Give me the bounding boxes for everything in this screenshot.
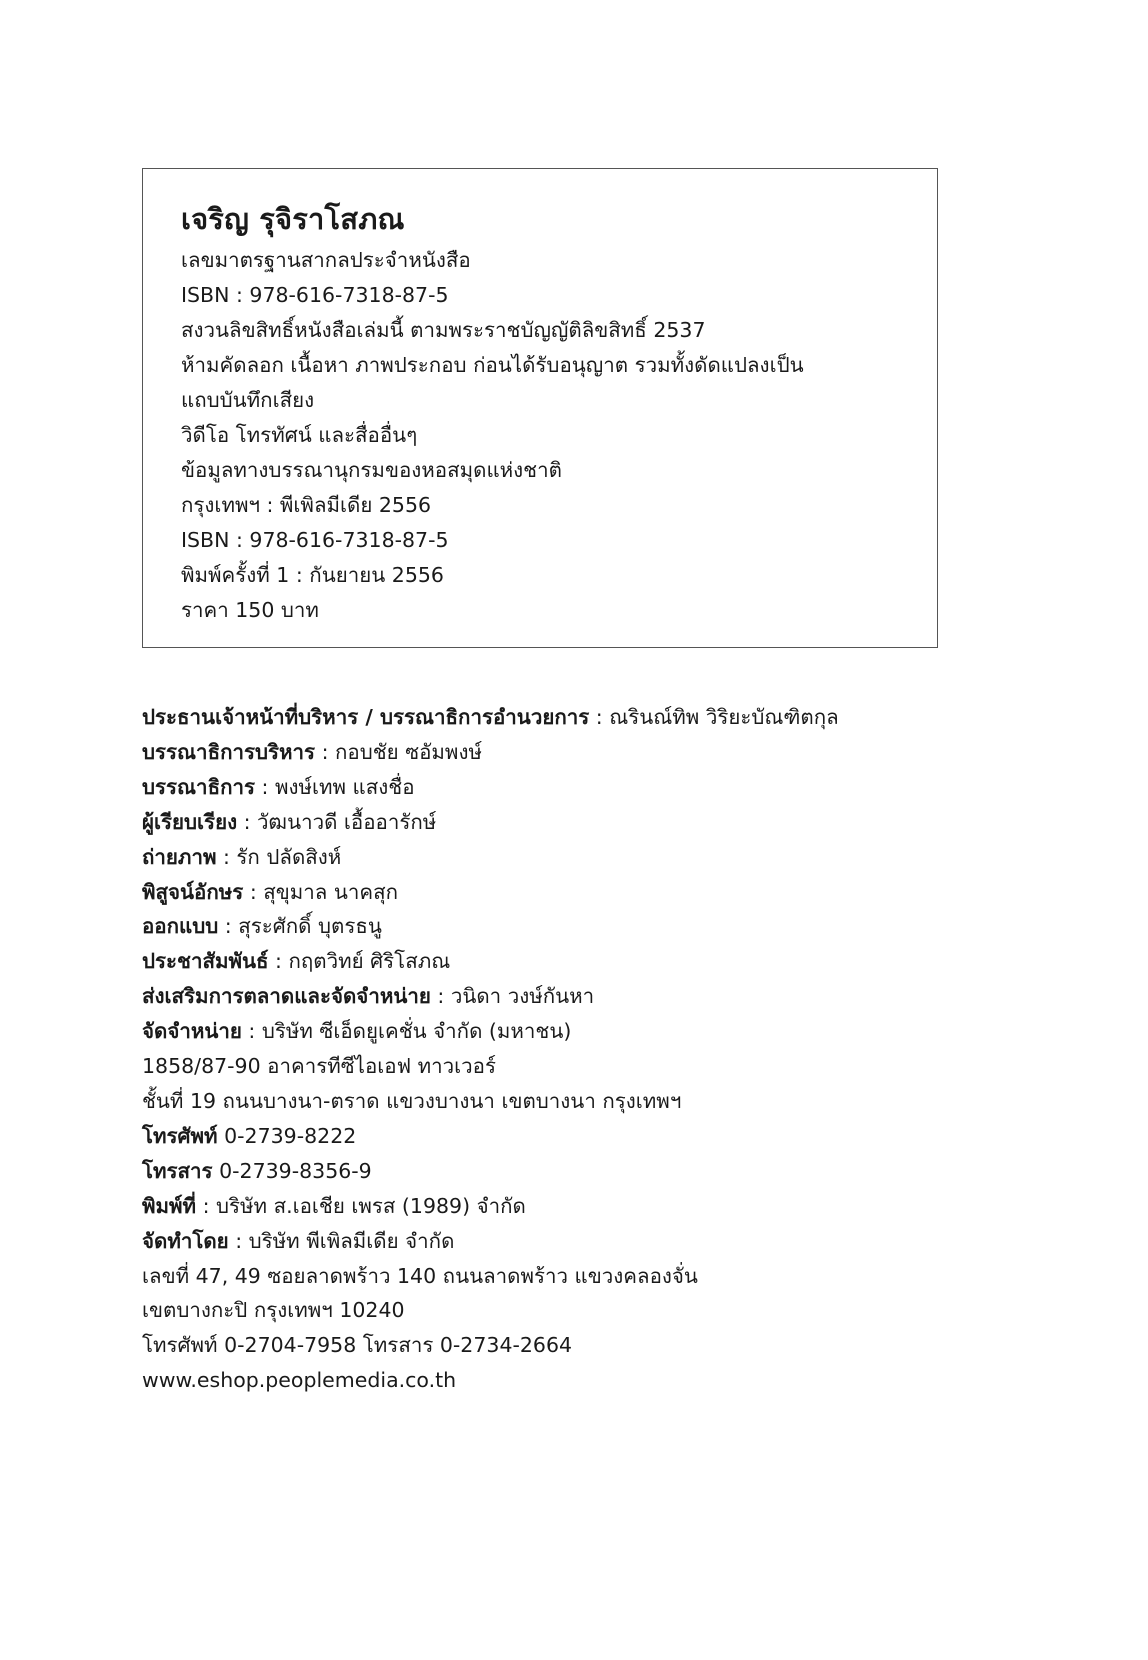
- credit-value: เลขที่ 47, 49 ซอยลาดพร้าว 140 ถนนลาดพร้าว แขวงคลองจั่น: [142, 1263, 698, 1288]
- distributor-address-2: [142, 1084, 1042, 1119]
- credit-label: โทรสาร: [142, 1158, 213, 1183]
- credit-value: 0-2739-8356-9: [212, 1158, 372, 1183]
- producer-address-1: [142, 1259, 1042, 1294]
- cip-line-isbn-2: ISBN : 978-616-7318-87-5: [181, 528, 449, 552]
- cip-line-isbn-heading: เลขมาตรฐานสากลประจำหนังสือ: [181, 248, 471, 272]
- cip-line-isbn: ISBN : 978-616-7318-87-5: [181, 283, 449, 307]
- credit-value: : วนิดา วงษ์กันหา: [430, 984, 595, 1009]
- credit-value: : กอบชัย ซอัมพงษ์: [315, 739, 482, 764]
- author-name: เจริญ รุจิราโสภณ: [181, 202, 405, 236]
- credit-marketing: [142, 979, 1042, 1014]
- credit-executive-editor: [142, 735, 1042, 770]
- cip-line-publisher: กรุงเทพฯ : พีเพิลมีเดีย 2556: [181, 493, 432, 517]
- cip-line-library: ข้อมูลทางบรรณานุกรมของหอสมุดแห่งชาติ: [181, 458, 562, 482]
- credit-photography: [142, 840, 1042, 875]
- credit-fax: [142, 1154, 1042, 1189]
- credit-label: ประชาสัมพันธ์: [142, 949, 269, 974]
- credit-value: 1858/87-90 อาคารทีซีไอเอฟ ทาวเวอร์: [142, 1054, 496, 1079]
- credit-printer: [142, 1189, 1042, 1224]
- credit-editor: [142, 770, 1042, 805]
- cip-box: [142, 168, 938, 648]
- credit-label: ส่งเสริมการตลาดและจัดจำหน่าย: [142, 984, 431, 1009]
- credit-value: : บริษัท พีเพิลมีเดีย จำกัด: [228, 1228, 455, 1253]
- cip-line-price: ราคา 150 บาท: [181, 598, 319, 622]
- website-url: [142, 1363, 1042, 1398]
- credit-label: จัดจำหน่าย: [142, 1019, 242, 1044]
- credit-phone: [142, 1119, 1042, 1154]
- cip-line-copyright: สงวนลิขสิทธิ์หนังสือเล่มนี้ ตามพระราชบัญญัติลิขสิทธิ์ 2537: [181, 318, 706, 342]
- credit-value: www.eshop.peoplemedia.co.th: [142, 1368, 457, 1393]
- credit-label: พิมพ์ที่: [142, 1193, 197, 1218]
- cip-line-prohibition: ห้ามคัดลอก เนื้อหา ภาพประกอบ ก่อนได้รับอนุญาต รวมทั้งดัดแปลงเป็น: [181, 353, 804, 377]
- cip-line-edition: พิมพ์ครั้งที่ 1 : กันยายน 2556: [181, 563, 444, 587]
- credit-label: ประธานเจ้าหน้าที่บริหาร / บรรณาธิการอำนวยการ: [142, 705, 590, 729]
- credit-label: บรรณาธิการบริหาร: [142, 739, 316, 764]
- credit-distributor: [142, 1014, 1042, 1049]
- credit-value: : สุขุมาล นาคสุก: [243, 879, 399, 904]
- credit-label: ผู้เรียบเรียง: [142, 809, 238, 834]
- credit-producer: [142, 1224, 1042, 1259]
- credit-ceo: [142, 700, 1042, 735]
- credit-value: : สุระศักดิ์ บุตรธนู: [218, 914, 382, 939]
- credit-label: โทรศัพท์: [142, 1123, 218, 1148]
- credit-value: : รัก ปลัดสิงห์: [216, 844, 342, 869]
- credit-label: ถ่ายภาพ: [142, 844, 217, 869]
- credit-value: : ณรินณ์ทิพ วิริยะบัณฑิตกุล: [589, 705, 839, 729]
- cip-line-audio: แถบบันทึกเสียง: [181, 388, 315, 412]
- distributor-address-1: [142, 1049, 1042, 1084]
- credit-value: เขตบางกะปิ กรุงเทพฯ 10240: [142, 1298, 405, 1323]
- credit-label: พิสูจน์อักษร: [142, 879, 244, 904]
- credit-label: ออกแบบ: [142, 914, 219, 939]
- credit-value: ชั้นที่ 19 ถนนบางนา-ตราด แขวงบางนา เขตบางนา กรุงเทพฯ: [142, 1088, 682, 1113]
- credit-value: : พงษ์เทพ แสงชื่อ: [255, 774, 415, 799]
- credit-value: โทรศัพท์ 0-2704-7958 โทรสาร 0-2734-2664: [142, 1333, 573, 1358]
- credit-value: : บริษัท ซีเอ็ดยูเคชั่น จำกัด (มหาชน): [241, 1019, 572, 1044]
- credit-value: 0-2739-8222: [217, 1123, 357, 1148]
- credit-proofreader: [142, 875, 1042, 910]
- credit-value: : กฤตวิทย์ ศิริโสภณ: [268, 949, 451, 974]
- credit-compiler: [142, 805, 1042, 840]
- producer-address-2: [142, 1293, 1042, 1328]
- credits-section: [142, 700, 1042, 1398]
- credit-public-relations: [142, 944, 1042, 979]
- credit-design: [142, 909, 1042, 944]
- cip-line-media: วิดีโอ โทรทัศน์ และสื่ออื่นๆ: [181, 423, 418, 447]
- credit-label: บรรณาธิการ: [142, 774, 256, 799]
- producer-contact: [142, 1328, 1042, 1363]
- credit-value: : บริษัท ส.เอเชีย เพรส (1989) จำกัด: [196, 1193, 526, 1218]
- credit-value: : วัฒนาวดี เอื้ออารักษ์: [237, 809, 437, 834]
- credit-label: จัดทำโดย: [142, 1228, 229, 1253]
